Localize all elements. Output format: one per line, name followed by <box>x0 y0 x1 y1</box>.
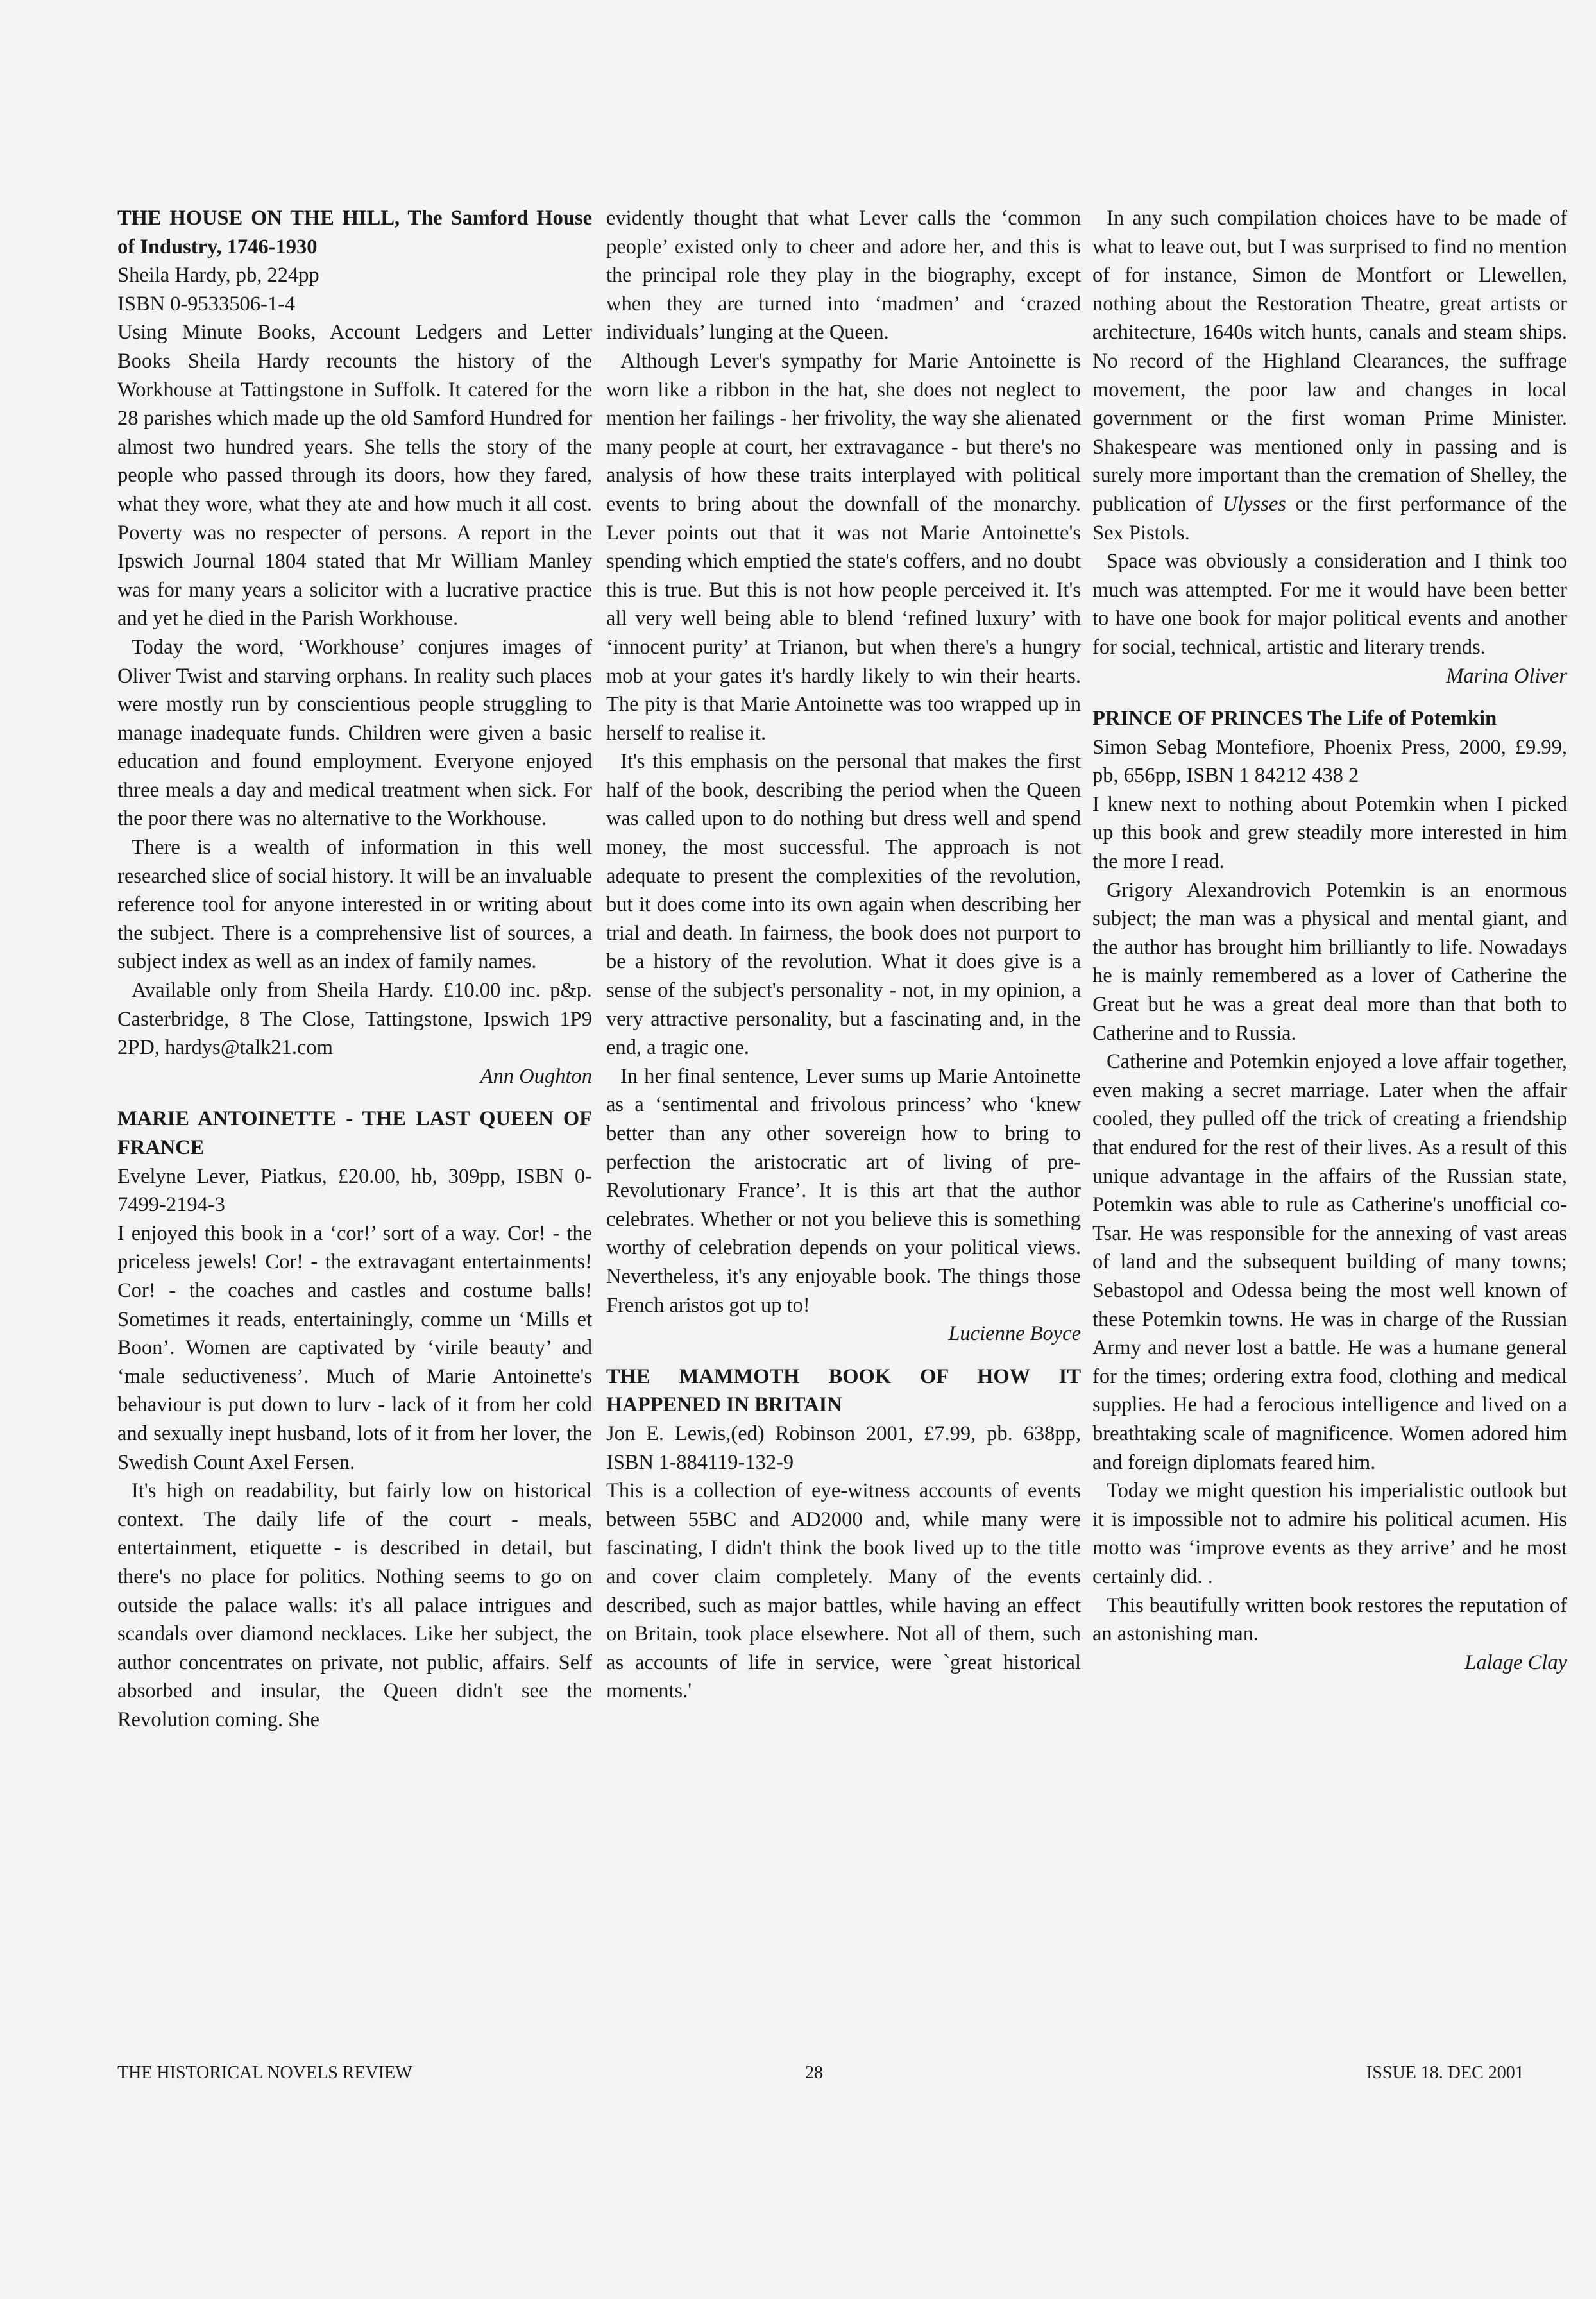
review-paragraph: It's this emphasis on the personal that makes the first half of the book, describing the period when the Queen was called upon to do nothing but dress well and spend money, the most successful. The approach is not adequate to present the complexities of the revolution, but it does come into its own again when describing her trial and death. In fairness, the book does not purport to be a history of the revolution. What it does give is a sense of the subject's personality - not, in my opinion, a very attractive personality, but a fascinating and, in the end, a tragic one. <box>606 750 1081 1060</box>
review-title: THE MAMMOTH BOOK OF HOW IT HAPPENED IN BRITAIN <box>606 1364 1081 1417</box>
review-paragraph: Today we might question his imperialistic outlook but it is impossible not to admire his political acumen. His motto was ‘improve events as they arrive’ and he most certainly did. . <box>1092 1479 1567 1588</box>
review-meta: Sheila Hardy, pb, 224pp <box>117 264 319 287</box>
book-title-italic: Ulysses <box>1222 492 1286 516</box>
reviewer-name: Lalage Clay <box>1464 1650 1567 1674</box>
column-middle <box>606 204 1081 1706</box>
review-paragraph: evidently thought that what Lever calls the ‘common people’ existed only to cheer and adore her, and this is the principal role they play in the biography, except when they are turned into ‘madmen’ and ‘crazed individuals’ lunging at the Queen. <box>606 207 1081 344</box>
reviewer-name: Lucienne Boyce <box>948 1322 1081 1346</box>
review-meta: Jon E. Lewis,(ed) Robinson 2001, £7.99, pb. 638pp, ISBN 1-884119-132-9 <box>606 1421 1081 1474</box>
review-paragraph: It's high on readability, but fairly low on historical context. The daily life of the court - meals, entertainment, etiquette - is described in detail, but there's no place for politics. Nothing seems to go on outside the palace walls: it's all palace intrigues and scandals over diamond necklaces. Like her subject, the author concentrates on private, not public, affairs. Self absorbed and insular, the Queen didn't see the Revolution coming. She <box>117 1479 592 1731</box>
review-paragraph: Space was obviously a consideration and I think too much was attempted. For me it would have been better to have one book for major political events and another for social, technical, artistic and literary trends. <box>1092 550 1567 659</box>
review-paragraph: Although Lever's sympathy for Marie Antoinette is worn like a ribbon in the hat, she does not neglect to mention her failings - her frivolity, the way she alienated many people at court, her extravagance - but there's no analysis of how these traits interplayed with political events to bring about the downfall of the monarchy. Lever points out that it was not Marie Antoinette's spending which emptied the state's coffers, and no doubt this is true. But this is not how people perceived it. It's all very well being able to blend ‘refined luxury’ with ‘innocent purity’ at Trianon, but when there's a hungry mob at your gates it's hardly likely to win their hearts. The pity is that Marie Antoinette was too wrapped up in herself to realise it. <box>606 349 1081 745</box>
review-paragraph: I enjoyed this book in a ‘cor!’ sort of a way. Cor! - the priceless jewels! Cor! - the extravagant entertainments! Cor! - the coaches and castles and costume balls! Sometimes it reads, entertainingly, comme un ‘Mills et Boon’. Women are captivated by ‘virile beauty’ and ‘male seductiveness’. Much of Marie Antoinette's behaviour is put down to lurv - lack of it from her cold and sexually inept husband, lots of it from her lover, the Swedish Count Axel Fersen. <box>117 1221 592 1474</box>
paragraph-text: or the first performance of the Sex Pistols. <box>1092 492 1568 545</box>
review-title: PRINCE OF PRINCES The Life of Potemkin <box>1092 707 1497 731</box>
review-meta: Simon Sebag Montefiore, Phoenix Press, 2000, £9.99, pb, 656pp, ISBN 1 84212 438 2 <box>1092 735 1567 788</box>
review-title: THE HOUSE ON THE HILL, The Samford House of Industry, 1746-1930 <box>117 207 592 259</box>
review-paragraph: Grigory Alexandrovich Potemkin is an enormous subject; the man was a physical and mental giant, and the author has brought him brilliantly to life. Nowadays he is mainly remembered as a lover of Catherine the Great but he was a great deal more than that both to Catherine and to Russia. <box>1092 878 1567 1045</box>
review-meta: ISBN 0-9533506-1-4 <box>117 292 296 316</box>
review-paragraph: There is a wealth of information in this well researched slice of social history. It will be an invaluable reference tool for anyone interested in or writing about the subject. There is a comprehensive list of sources, a subject index as well as an index of family names. <box>117 836 592 974</box>
column-right <box>1092 204 1567 1677</box>
paragraph-text: In any such compilation choices have to be made of what to leave out, but I was surprised to find no mention of for instance, Simon de Montfort or Llewellen, nothing about the Restoration Theatre, great artists or architecture, 1640s witch hunts, canals and steam ships. No record of the Highland Clearances, the suffrage movement, the poor law and changes in local government or the first woman Prime Minister. Shakespeare was mentioned only in passing and is surely more important than the cremation of Shelley, the publication of <box>1092 207 1567 516</box>
review-paragraph: This is a collection of eye-witness accounts of events between 55BC and AD2000 and, while many were fascinating, I didn't think the book lived up to the title and cover claim completely. Many of the events described, such as major battles, while having an effect on Britain, took place elsewhere. Not all of them, such as accounts of life in service, were `great historical moments.' <box>606 1479 1081 1703</box>
footer-publication: THE HISTORICAL NOVELS REVIEW <box>117 2063 412 2083</box>
review-paragraph <box>1092 204 1567 547</box>
review-meta: Evelyne Lever, Piatkus, £20.00, hb, 309pp, ISBN 0-7499-2194-3 <box>117 1164 592 1217</box>
review-paragraph: I knew next to nothing about Potemkin when I picked up this book and grew steadily more interested in him the more I read. <box>1092 792 1567 874</box>
review-title: MARIE ANTOINETTE - THE LAST QUEEN OF FRANCE <box>117 1107 592 1159</box>
footer-issue: ISSUE 18. DEC 2001 <box>1366 2063 1524 2083</box>
review-paragraph: In her final sentence, Lever sums up Marie Antoinette as a ‘sentimental and frivolous princess’ who ‘knew better than any other sovereign how to bring to perfection the aristocratic art of living of pre-Revolutionary France’. It is this art that the author celebrates. Whether or not you believe this is something worthy of celebration depends on your political views. Nevertheless, it's any enjoyable book. The things those French aristos got up to! <box>606 1064 1081 1317</box>
reviewer-name: Marina Oliver <box>1446 664 1567 688</box>
review-paragraph: Catherine and Potemkin enjoyed a love affair together, even making a secret marriage. Later when the affair cooled, they pulled off the trick of creating a friendship that endured for the rest of their lives. As a result of this unique advantage in the affairs of the Russian state, Potemkin was able to rule as Catherine's unofficial co-Tsar. He was responsible for the annexing of vast areas of land and the subsequent building of many towns; Sebastopol and Odessa being the most well known of these Potemkin towns. He was in charge of the Russian Army and never lost a battle. He was a humane general for the times; ordering extra food, clothing and medical supplies. He had a ferocious intelligence and lived on a breathtaking scale of magnificence. Women adored him and foreign diplomats feared him. <box>1092 1050 1567 1474</box>
column-left <box>117 204 592 1734</box>
footer-page-number: 28 <box>805 2063 823 2083</box>
review-paragraph: Using Minute Books, Account Ledgers and Letter Books Sheila Hardy recounts the history of the Workhouse at Tattingstone in Suffolk. It catered for the 28 parishes which made up the old Samford Hundred for almost two hundred years. She tells the story of the people who passed through its doors, how they fared, what they wore, what they ate and how much it all cost. Poverty was no respecter of persons. A report in the Ipswich Journal 1804 stated that Mr William Manley was for many years a solicitor with a lucrative practice and yet he died in the Parish Workhouse. <box>117 321 592 631</box>
review-paragraph: Today the word, ‘Workhouse’ conjures images of Oliver Twist and starving orphans. In reality such places were mostly run by conscientious people struggling to manage inadequate funds. Children were given a basic education and found employment. Everyone enjoyed three meals a day and medical treatment when sick. For the poor there was no alternative to the Workhouse. <box>117 635 592 831</box>
review-paragraph: Available only from Sheila Hardy. £10.00 inc. p&p. Casterbridge, 8 The Close, Tattingstone, Ipswich 1P9 2PD, hardys@talk21.com <box>117 979 592 1060</box>
review-paragraph: This beautifully written book restores the reputation of an astonishing man. <box>1092 1593 1567 1646</box>
reviewer-name: Ann Oughton <box>480 1064 592 1088</box>
